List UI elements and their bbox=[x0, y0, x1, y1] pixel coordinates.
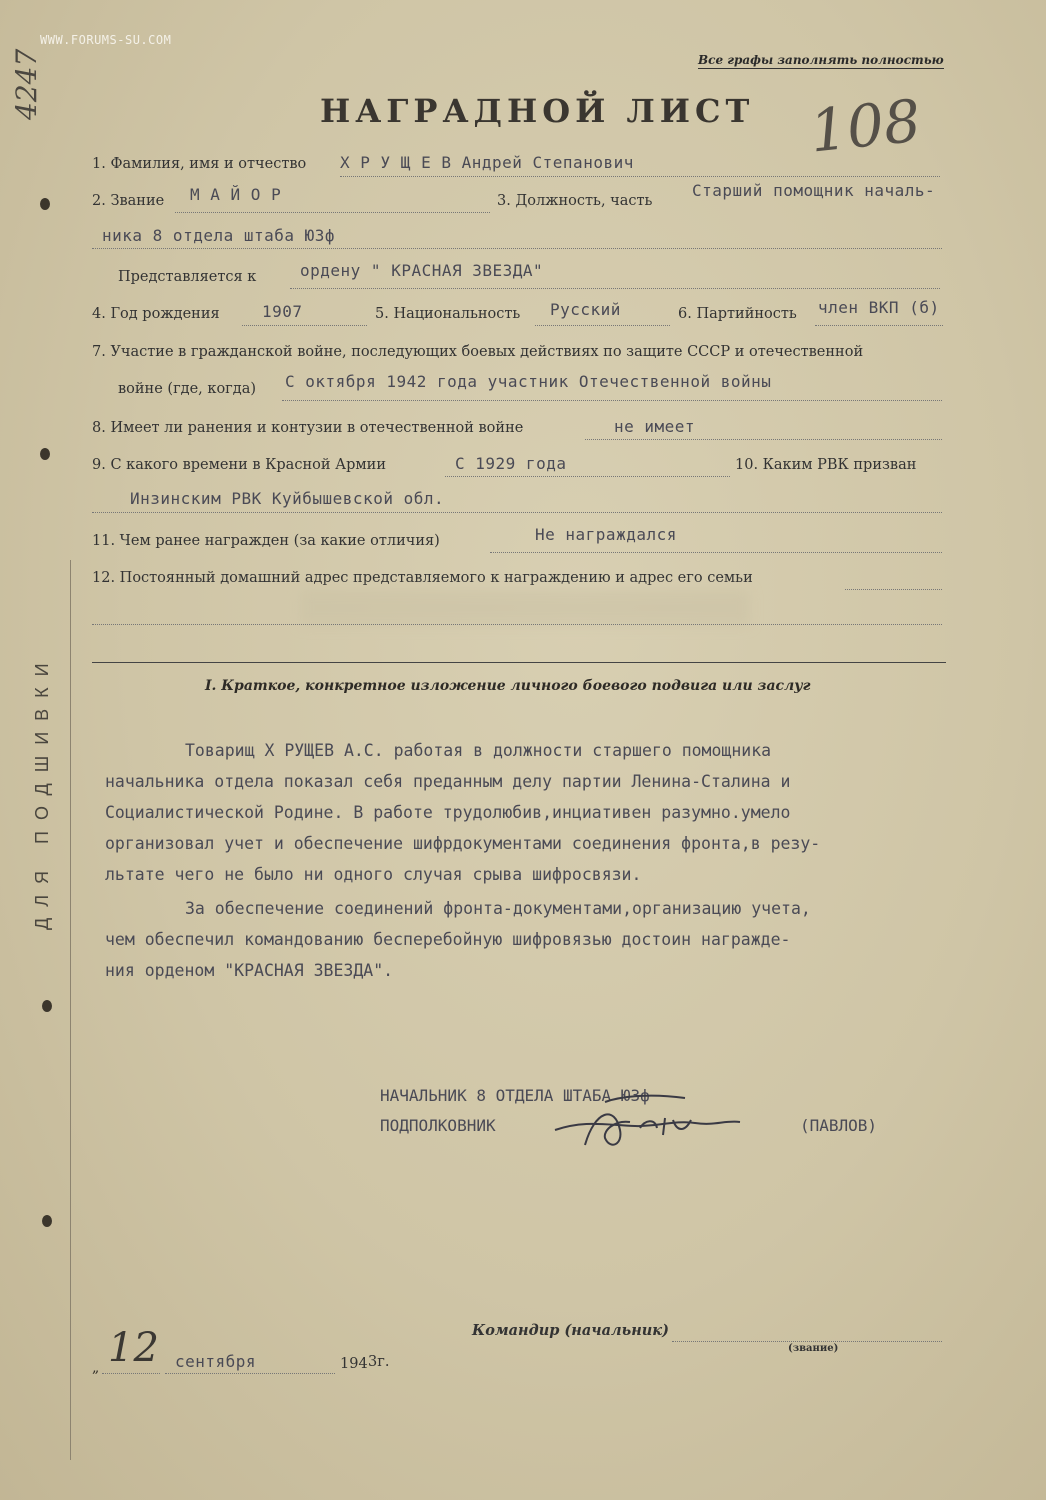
field-8-line bbox=[585, 439, 942, 440]
field-2-line bbox=[175, 212, 490, 213]
watermark: WWW.FORUMS-SU.COM bbox=[40, 33, 172, 47]
field-7-line bbox=[282, 400, 942, 401]
citation-line-5: льтате чего не было ни одного случая срыва шифросвязи. bbox=[105, 865, 642, 884]
field-6-label: 6. Партийность bbox=[678, 306, 797, 322]
fill-instruction: Все графы заполнять полностью bbox=[698, 53, 944, 67]
citation-line-2: начальника отдела показал себя преданным делу партии Ленина-Сталина и bbox=[105, 772, 791, 791]
field-9-line bbox=[445, 476, 730, 477]
field-10-label: 10. Каким РВК призван bbox=[735, 457, 917, 473]
punch-hole bbox=[40, 198, 50, 210]
field-7-label: 7. Участие в гражданской войне, последующих боевых действиях по защите СССР и отечественной bbox=[92, 344, 864, 360]
margin-handwritten-marks: 4247 bbox=[10, 48, 43, 120]
field-4-label: 4. Год рождения bbox=[92, 306, 220, 322]
field-5-value: Русский bbox=[550, 300, 621, 319]
date-year-prefix: 194 bbox=[340, 1356, 368, 1372]
nominated-award-value: ордену " КРАСНАЯ ЗВЕЗДА" bbox=[300, 261, 544, 280]
field-12-line bbox=[845, 589, 942, 590]
field-5-line bbox=[535, 325, 670, 326]
citation-line-8: ния орденом "КРАСНАЯ ЗВЕЗДА". bbox=[105, 961, 394, 980]
field-4-value: 1907 bbox=[262, 302, 303, 321]
field-2-value: М А Й О Р bbox=[190, 185, 282, 204]
signatory-name: (ПАВЛОВ) bbox=[800, 1116, 878, 1135]
field-1-label: 1. Фамилия, имя и отчество bbox=[92, 156, 307, 172]
rank-caption: (звание) bbox=[788, 1343, 839, 1354]
date-month: сентября bbox=[175, 1352, 257, 1371]
field-11-value: Не награждался bbox=[535, 525, 677, 544]
field-11-label: 11. Чем ранее награжден (за какие отличия) bbox=[92, 533, 440, 549]
field-8-value: не имеет bbox=[614, 417, 696, 436]
date-year-suffix: 3г. bbox=[368, 1354, 390, 1370]
commander-label: Командир (начальник) bbox=[472, 1322, 669, 1339]
nominated-line bbox=[290, 288, 940, 289]
punch-hole bbox=[40, 448, 50, 460]
field-6-line bbox=[815, 325, 943, 326]
field-8-label: 8. Имеет ли ранения и контузии в отечественной войне bbox=[92, 420, 524, 436]
field-4-line bbox=[242, 325, 367, 326]
document-title: НАГРАДНОЙ ЛИСТ bbox=[320, 92, 755, 130]
field-12-label: 12. Постоянный домашний адрес представляемого к награждению и адрес его семьи bbox=[92, 570, 753, 586]
commander-line bbox=[672, 1341, 942, 1342]
citation-line-7: чем обеспечил командованию бесперебойную шифровязью достоин награжде- bbox=[105, 930, 791, 949]
citation-line-3: Социалистической Родине. В работе трудолюбив,инциативен разумно.умело bbox=[105, 803, 791, 822]
field-10-line bbox=[92, 512, 942, 513]
punch-hole bbox=[42, 1215, 52, 1227]
field-1-value: Х Р У Щ Е В Андрей Степанович bbox=[340, 153, 634, 172]
section-separator bbox=[92, 662, 946, 663]
field-5-label: 5. Национальность bbox=[375, 306, 521, 322]
handwritten-signature bbox=[545, 1090, 745, 1160]
field-1-line bbox=[340, 176, 940, 177]
nominated-for-label: Представляется к bbox=[118, 269, 257, 285]
signatory-rank: ПОДПОЛКОВНИК bbox=[380, 1116, 496, 1135]
margin-rule bbox=[70, 560, 71, 1460]
field-2-label: 2. Звание bbox=[92, 193, 165, 209]
field-3-line bbox=[92, 248, 942, 249]
field-7-label-cont: войне (где, когда) bbox=[118, 381, 257, 397]
binding-margin-label: ДЛЯ ПОДШИВКИ bbox=[32, 652, 52, 930]
redacted-address bbox=[300, 590, 750, 626]
date-month-line bbox=[165, 1373, 335, 1374]
citation-line-4: организовал учет и обеспечение шифрдокументами соединения фронта,в резу- bbox=[105, 834, 821, 853]
signatory-title: НАЧАЛЬНИК 8 ОТДЕЛА ШТАБА ЮЗф bbox=[380, 1086, 650, 1105]
field-11-line bbox=[490, 552, 942, 553]
field-3-value: Старший помощник началь- bbox=[692, 181, 936, 200]
field-9-label: 9. С какого времени в Красной Армии bbox=[92, 457, 386, 473]
field-3-value-cont: ника 8 отдела штаба ЮЗф bbox=[102, 226, 336, 245]
field-7-value: С октября 1942 года участник Отечественной войны bbox=[285, 372, 772, 391]
punch-hole bbox=[42, 1000, 52, 1012]
date-day: 12 bbox=[108, 1325, 159, 1371]
field-9-value: С 1929 года bbox=[455, 454, 567, 473]
quote-open: „ bbox=[92, 1360, 100, 1376]
section-heading: I. Краткое, конкретное изложение личного боевого подвига или заслуг bbox=[205, 678, 811, 694]
field-3-label: 3. Должность, часть bbox=[497, 193, 653, 209]
citation-line-1: Товарищ Х РУЩЕВ А.С. работая в должности старшего помощника bbox=[185, 741, 772, 760]
field-10-value: Инзинским РВК Куйбышевской обл. bbox=[130, 489, 445, 508]
field-6-value: член ВКП (б) bbox=[818, 298, 940, 317]
date-day-line bbox=[102, 1373, 160, 1374]
handwritten-number: 108 bbox=[806, 86, 924, 166]
field-12-line-2 bbox=[92, 624, 942, 625]
citation-line-6: За обеспечение соединений фронта-документами,организацию учета, bbox=[185, 899, 811, 918]
